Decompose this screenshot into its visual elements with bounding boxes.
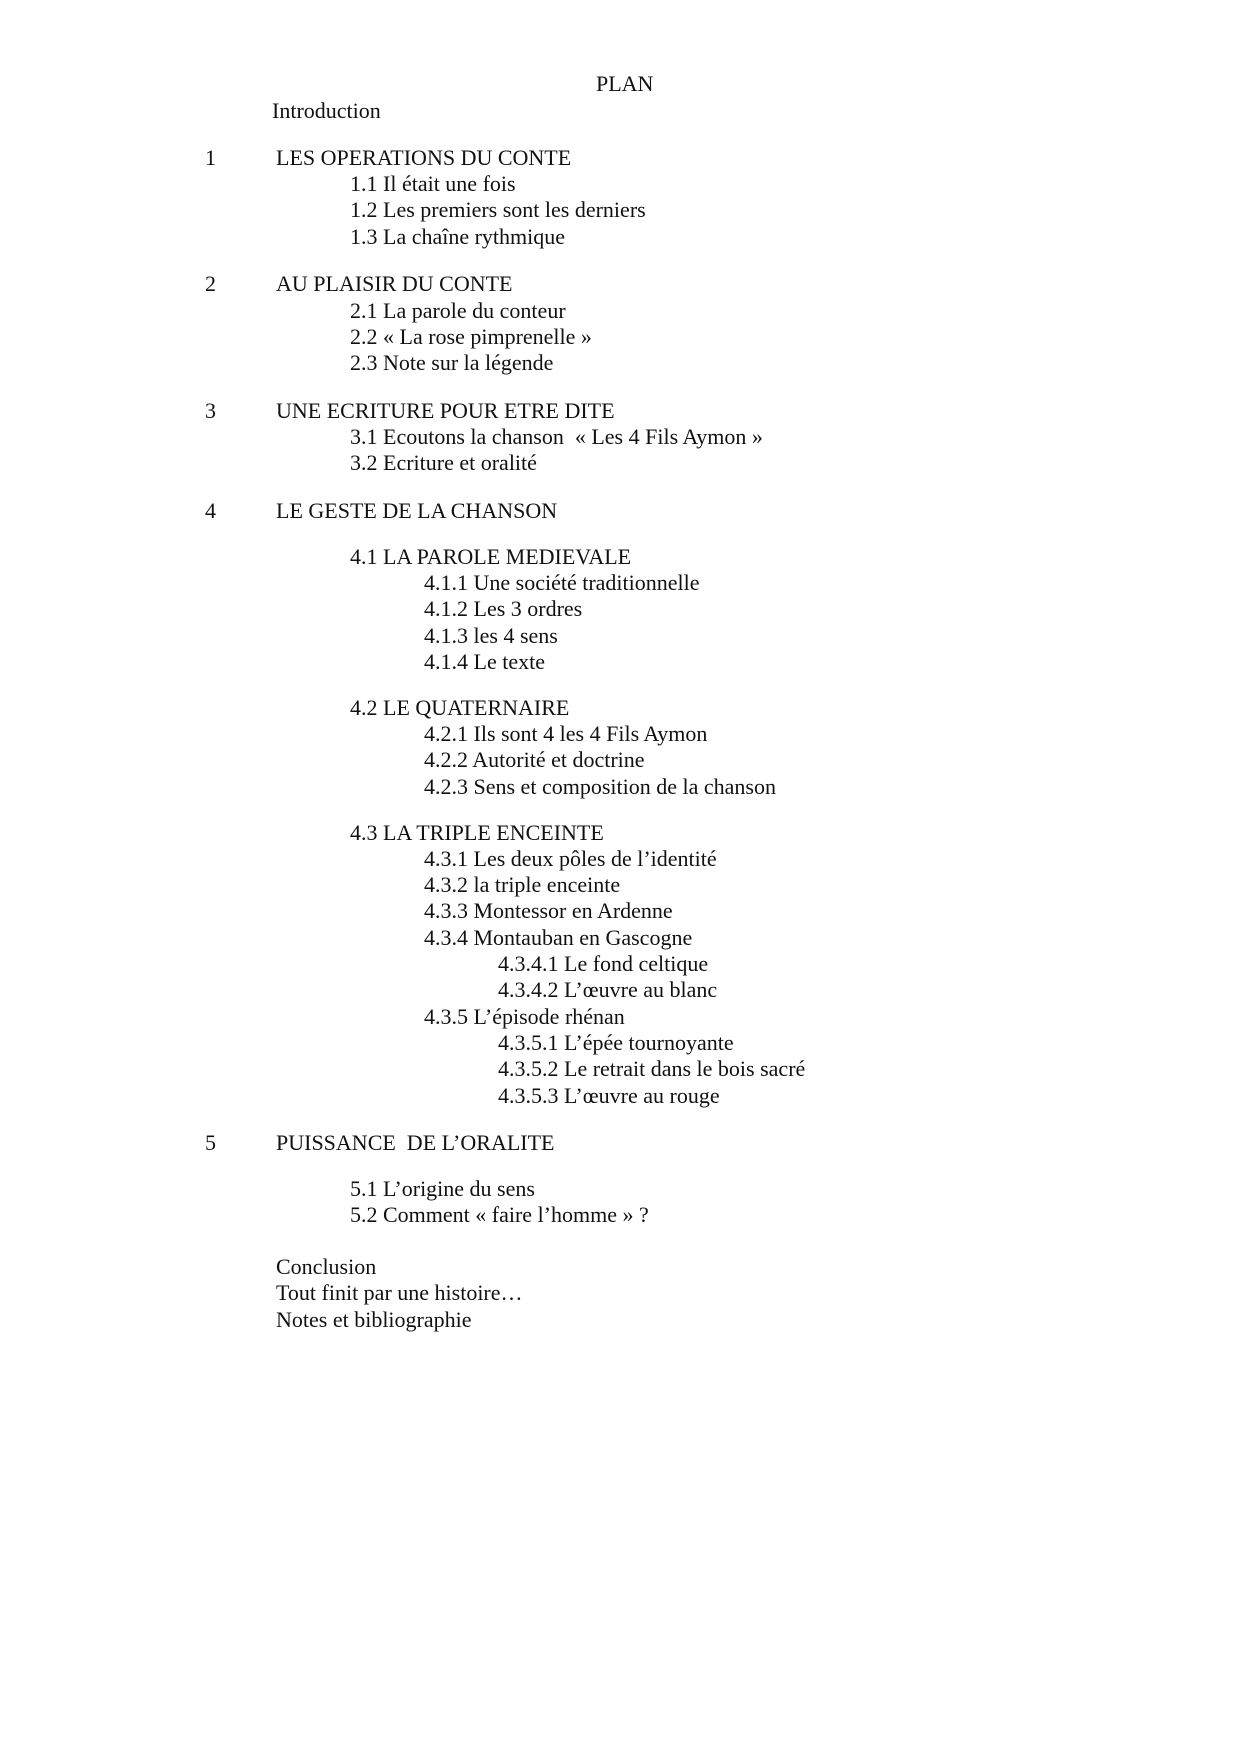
toc-entry: 4.3.1 Les deux pôles de l’identité bbox=[424, 846, 717, 871]
section-heading: LES OPERATIONS DU CONTE bbox=[276, 145, 572, 170]
introduction-entry: Introduction bbox=[272, 98, 381, 123]
toc-entry: 1.3 La chaîne rythmique bbox=[350, 224, 566, 249]
section-heading: AU PLAISIR DU CONTE bbox=[276, 271, 513, 296]
conclusion-entry: Conclusion bbox=[276, 1254, 377, 1279]
toc-entry: 2.2 « La rose pimprenelle » bbox=[350, 324, 592, 349]
toc-entry: 4.3.4 Montauban en Gascogne bbox=[424, 925, 693, 950]
toc-entry: 2.3 Note sur la légende bbox=[350, 350, 554, 375]
bibliography-entry: Notes et bibliographie bbox=[276, 1307, 472, 1332]
toc-entry: 4.3.3 Montessor en Ardenne bbox=[424, 898, 673, 923]
subsection-heading: 4.3 LA TRIPLE ENCEINTE bbox=[350, 820, 604, 845]
section-number: 4 bbox=[205, 498, 216, 523]
section-heading: PUISSANCE DE L’ORALITE bbox=[276, 1130, 555, 1155]
section-number: 1 bbox=[205, 145, 216, 170]
toc-entry: 4.3.5.1 L’épée tournoyante bbox=[498, 1030, 734, 1055]
toc-entry: 4.1.3 les 4 sens bbox=[424, 623, 558, 648]
section-number: 2 bbox=[205, 271, 216, 296]
section-number: 5 bbox=[205, 1130, 216, 1155]
toc-entry: 5.2 Comment « faire l’homme » ? bbox=[350, 1202, 649, 1227]
toc-entry: 3.1 Ecoutons la chanson « Les 4 Fils Aymon » bbox=[350, 424, 763, 449]
toc-entry: 4.3.4.2 L’œuvre au blanc bbox=[498, 977, 718, 1002]
toc-entry: 4.3.2 la triple enceinte bbox=[424, 872, 621, 897]
toc-entry: 4.3.5.2 Le retrait dans le bois sacré bbox=[498, 1056, 806, 1081]
toc-entry: 4.3.5 L’épisode rhénan bbox=[424, 1004, 625, 1029]
toc-entry: 1.1 Il était une fois bbox=[350, 171, 516, 196]
toc-entry: 4.1.2 Les 3 ordres bbox=[424, 596, 583, 621]
closing-entry: Tout finit par une histoire… bbox=[276, 1280, 523, 1305]
section-heading: UNE ECRITURE POUR ETRE DITE bbox=[276, 398, 615, 423]
toc-entry: 5.1 L’origine du sens bbox=[350, 1176, 535, 1201]
page-title: PLAN bbox=[596, 71, 654, 96]
toc-entry: 4.2.3 Sens et composition de la chanson bbox=[424, 774, 776, 799]
subsection-heading: 4.2 LE QUATERNAIRE bbox=[350, 695, 570, 720]
toc-entry: 4.3.5.3 L’œuvre au rouge bbox=[498, 1083, 720, 1108]
toc-entry: 3.2 Ecriture et oralité bbox=[350, 450, 537, 475]
toc-entry: 4.2.2 Autorité et doctrine bbox=[424, 747, 645, 772]
toc-entry: 4.1.1 Une société traditionnelle bbox=[424, 570, 700, 595]
toc-entry: 4.2.1 Ils sont 4 les 4 Fils Aymon bbox=[424, 721, 708, 746]
toc-entry: 4.3.4.1 Le fond celtique bbox=[498, 951, 709, 976]
toc-entry: 1.2 Les premiers sont les derniers bbox=[350, 197, 646, 222]
toc-entry: 2.1 La parole du conteur bbox=[350, 298, 566, 323]
toc-entry: 4.1.4 Le texte bbox=[424, 649, 545, 674]
section-number: 3 bbox=[205, 398, 216, 423]
section-heading: LE GESTE DE LA CHANSON bbox=[276, 498, 558, 523]
subsection-heading: 4.1 LA PAROLE MEDIEVALE bbox=[350, 544, 632, 569]
